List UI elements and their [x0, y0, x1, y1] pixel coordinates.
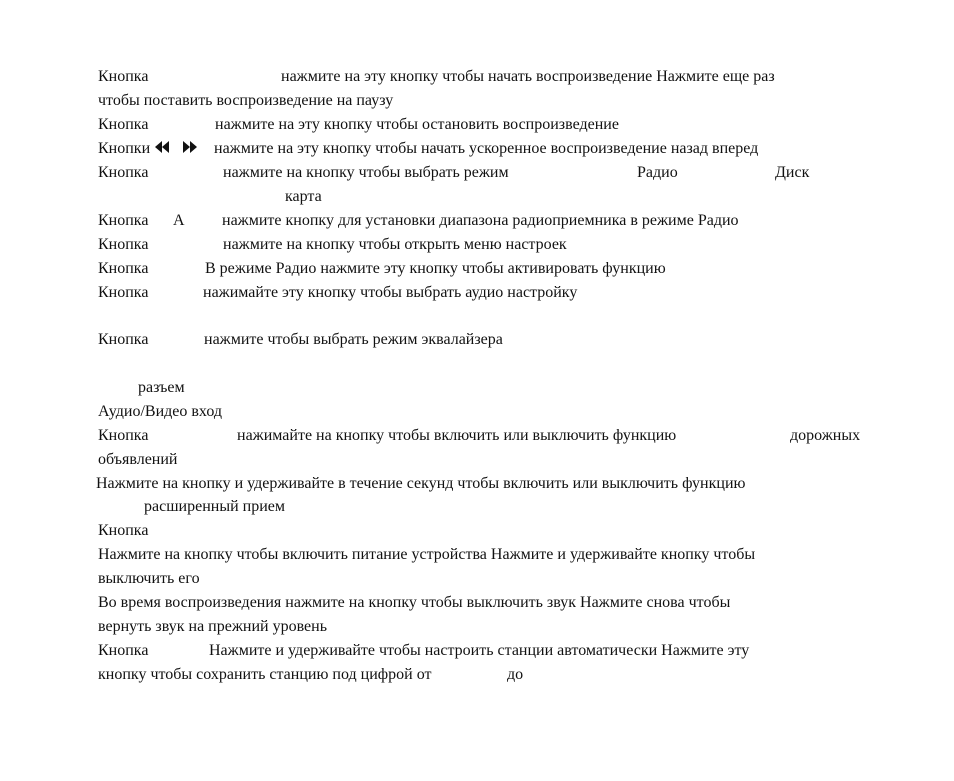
preset-button-description-cont: кнопку чтобы сохранить станцию под цифрой от: [98, 666, 432, 683]
audio-button-label: Кнопка: [98, 284, 149, 301]
play-button-description-cont: чтобы поставить воспроизведение на паузу: [98, 92, 394, 109]
ta-word-announcements: объявлений: [98, 451, 178, 468]
function-button-description: В режиме Радио нажмите эту кнопку чтобы активировать функцию: [205, 260, 666, 277]
eq-button-label: Кнопка: [98, 331, 149, 348]
mute-description-cont: вернуть звук на прежний уровень: [98, 618, 328, 635]
band-button-letter: А: [173, 212, 185, 229]
menu-button-description: нажмите на кнопку чтобы открыть меню настроек: [223, 236, 567, 253]
band-button-label: Кнопка: [98, 212, 149, 229]
function-button-label: Кнопка: [98, 260, 149, 277]
power-button-label: Кнопка: [98, 522, 149, 539]
rewind-icon: [154, 139, 170, 159]
stop-button-description: нажмите на эту кнопку чтобы остановить воспроизведение: [215, 116, 619, 133]
mode-radio: Радио: [637, 164, 678, 181]
audio-button-description: нажимайте эту кнопку чтобы выбрать аудио настройку: [203, 284, 578, 301]
preset-range-end: до: [507, 666, 524, 683]
play-button-label: Кнопка: [98, 68, 149, 85]
eq-button-description: нажмите чтобы выбрать режим эквалайзера: [204, 331, 503, 348]
ta-button-description: нажимайте на кнопку чтобы включить или выключить функцию: [237, 427, 677, 444]
ta-word-traffic: дорожных: [790, 427, 861, 444]
power-button-description-cont: выключить его: [98, 570, 200, 587]
mode-disc: Диск: [775, 164, 810, 181]
play-button-description: нажмите на эту кнопку чтобы начать воспроизведение Нажмите еще раз: [281, 68, 775, 85]
mode-card: карта: [285, 188, 322, 205]
dx-description: Нажмите на кнопку и удерживайте в течение секунд чтобы включить или выключить функцию: [96, 475, 746, 492]
band-button-description: нажмите кнопку для установки диапазона радиоприемника в режиме Радио: [222, 212, 739, 229]
dx-function-name: расширенный прием: [144, 498, 285, 515]
stop-button-label: Кнопка: [98, 116, 149, 133]
menu-button-label: Кнопка: [98, 236, 149, 253]
av-input-label: Аудио/Видео вход: [98, 403, 222, 420]
mute-description: Во время воспроизведения нажмите на кнопку чтобы выключить звук Нажмите снова чтобы: [98, 594, 731, 611]
mode-button-label: Кнопка: [98, 164, 149, 181]
fast-forward-icon: [182, 139, 198, 159]
mode-button-description: нажмите на кнопку чтобы выбрать режим: [223, 164, 509, 181]
preset-button-description: Нажмите и удерживайте чтобы настроить станции автоматически Нажмите эту: [209, 642, 750, 659]
ta-button-label: Кнопка: [98, 427, 149, 444]
seek-buttons-label: [98, 139, 198, 159]
power-button-description: Нажмите на кнопку чтобы включить питание устройства Нажмите и удерживайте кнопку чтобы: [98, 546, 756, 563]
connector-label: разъем: [138, 379, 185, 396]
seek-buttons-word: Кнопки: [98, 140, 151, 157]
preset-button-label: Кнопка: [98, 642, 149, 659]
seek-buttons-description: нажмите на эту кнопку чтобы начать ускоренное воспроизведение назад вперед: [214, 140, 759, 157]
